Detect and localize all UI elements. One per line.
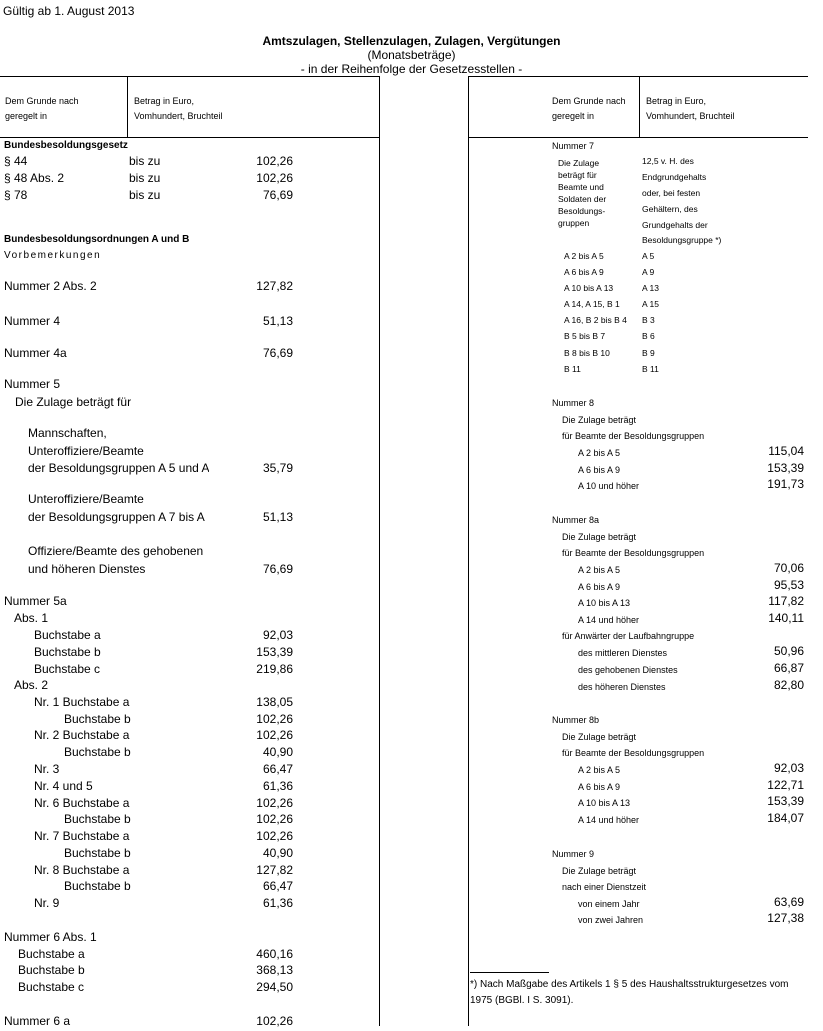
section-vorbemerkungen: Vorbemerkungen xyxy=(4,250,102,261)
right-n7-row-from: B 11 xyxy=(564,364,581,374)
page-subtitle-order: - in der Reihenfolge der Gesetzesstellen - xyxy=(300,62,523,76)
right-n8-row-label: A 2 bis A 5 xyxy=(578,448,621,458)
right-n8b-row-label: A 10 bis A 13 xyxy=(578,798,631,808)
right-n8b-intro1: Die Zulage beträgt xyxy=(562,732,637,742)
row-r1a-label: Nr. 1 Buchstabe a xyxy=(34,695,130,709)
left-table-header-rule xyxy=(0,137,379,138)
right-n8b-row-label: A 2 bis A 5 xyxy=(578,765,621,775)
row-n5-b-line2: der Besoldungsgruppen A 7 bis A xyxy=(28,510,205,524)
footnote-line1: *) Nach Maßgabe des Artikels 1 § 5 des Haushaltsstrukturgesetzes vom xyxy=(470,979,789,990)
row-n6x-value: 102,26 xyxy=(256,1014,293,1028)
right-n7-row-to: A 5 xyxy=(642,251,655,261)
right-n7-label: Nummer 7 xyxy=(552,141,595,151)
left-header-amount-line1: Betrag in Euro, xyxy=(134,96,195,106)
row-r6b-value: 102,26 xyxy=(256,812,293,826)
row-r8a-label: Nr. 8 Buchstabe a xyxy=(34,863,130,877)
right-n8-row-label: A 6 bis A 9 xyxy=(578,465,621,475)
right-n8a-label: Nummer 8a xyxy=(552,515,600,525)
right-header-basis-line1: Dem Grunde nach xyxy=(552,96,626,106)
right-n7-row-to: B 6 xyxy=(642,331,655,341)
row-r6a-value: 102,26 xyxy=(256,796,293,810)
left-table-top-rule xyxy=(0,76,379,77)
row-r6b-label: Buchstabe b xyxy=(64,812,131,826)
right-n8a-row-label: A 10 bis A 13 xyxy=(578,598,631,608)
row-r8a-value: 127,82 xyxy=(256,863,293,877)
right-n8a-intro2: für Beamte der Besoldungsgruppen xyxy=(562,548,705,558)
row-n5a-bc-label: Buchstabe c xyxy=(34,662,101,676)
row-n6x-label: Nummer 6 a xyxy=(4,1014,71,1028)
right-n8b-label: Nummer 8b xyxy=(552,715,600,725)
row-p48-qualifier: bis zu xyxy=(129,171,161,185)
right-n8b-row-value: 92,03 xyxy=(773,761,804,775)
row-n5-a-line3: der Besoldungsgruppen A 5 und A xyxy=(28,461,210,475)
right-n7-right-line6: Besoldungsgruppe *) xyxy=(642,235,722,245)
right-n7-right-line5: Grundgehalts der xyxy=(642,220,708,230)
right-n9-label: Nummer 9 xyxy=(552,849,595,859)
left-header-basis-line1: Dem Grunde nach xyxy=(5,96,79,106)
right-n8a-row2-value: 50,96 xyxy=(773,644,804,658)
row-r7a-value: 102,26 xyxy=(256,829,293,843)
row-n4-label: Nummer 4 xyxy=(4,314,61,328)
right-n7-row-from: A 14, A 15, B 1 xyxy=(564,299,620,309)
row-p78-qualifier: bis zu xyxy=(129,188,161,202)
row-r1a-value: 138,05 xyxy=(256,695,293,709)
left-header-basis-line2: geregelt in xyxy=(5,111,48,121)
right-n9-row-label: von zwei Jahren xyxy=(578,915,644,925)
row-n6-label: Nummer 6 Abs. 1 xyxy=(4,930,97,944)
row-r2a-value: 102,26 xyxy=(256,728,293,742)
right-n7-left-line2: beträgt für xyxy=(558,170,597,180)
row-n6c-value: 294,50 xyxy=(256,980,293,994)
right-n8a-row-label: A 2 bis A 5 xyxy=(578,565,621,575)
right-n7-row-to: A 13 xyxy=(642,283,660,293)
right-n8b-row-label: A 6 bis A 9 xyxy=(578,782,621,792)
right-n7-row-to: A 9 xyxy=(642,267,655,277)
right-n8b-intro2: für Beamte der Besoldungsgruppen xyxy=(562,748,705,758)
right-n7-row-from: A 10 bis A 13 xyxy=(564,283,614,293)
right-n7-row-to: B 3 xyxy=(642,315,655,325)
row-p44-label: § 44 xyxy=(4,154,28,168)
right-n8a-row2-label: des gehobenen Dienstes xyxy=(578,665,678,675)
right-n7-row-from: A 2 bis A 5 xyxy=(564,251,604,261)
row-n5-c-line1: Offiziere/Beamte des gehobenen xyxy=(28,544,204,558)
right-n8b-row-value: 122,71 xyxy=(767,778,804,792)
left-header-amount-line2: Vomhundert, Bruchteil xyxy=(134,111,223,121)
footnote-line2: 1975 (BGBl. I S. 3091). xyxy=(470,995,574,1006)
row-n5-b-line1: Unteroffiziere/Beamte xyxy=(28,492,144,506)
row-n5a-ba-value: 92,03 xyxy=(262,628,293,642)
right-n8a-row-value: 70,06 xyxy=(773,561,804,575)
right-n8b-row-value: 184,07 xyxy=(767,811,804,825)
row-r8b-value: 66,47 xyxy=(262,879,293,893)
row-n5a-abs1: Abs. 1 xyxy=(14,611,49,625)
page-subtitle: (Monatsbeträge) xyxy=(367,48,456,62)
row-r8b-label: Buchstabe b xyxy=(64,879,131,893)
footnote-rule xyxy=(470,972,549,973)
row-p78-label: § 78 xyxy=(4,188,28,202)
right-n8-label: Nummer 8 xyxy=(552,398,595,408)
row-n6b-value: 368,13 xyxy=(256,963,293,977)
right-n8a-row2-value: 82,80 xyxy=(773,678,804,692)
right-table-top-rule xyxy=(468,76,808,77)
right-n7-left-line1: Die Zulage xyxy=(558,158,600,168)
right-n9-intro2: nach einer Dienstzeit xyxy=(562,882,647,892)
right-n7-right-line2: Endgrundgehalts xyxy=(642,172,707,182)
row-n5-label: Nummer 5 xyxy=(4,377,61,391)
row-r9-label: Nr. 9 xyxy=(34,896,60,910)
row-n4a-value: 76,69 xyxy=(262,346,293,360)
row-n6a-label: Buchstabe a xyxy=(18,947,85,961)
row-n4-value: 51,13 xyxy=(262,314,293,328)
row-n5-a-line2: Unteroffiziere/Beamte xyxy=(28,444,144,458)
right-header-basis-line2: geregelt in xyxy=(552,111,595,121)
right-n7-row-from: B 5 bis B 7 xyxy=(564,331,606,341)
row-p44-qualifier: bis zu xyxy=(129,154,161,168)
row-r7b-label: Buchstabe b xyxy=(64,846,131,860)
right-n7-row-to: B 11 xyxy=(642,364,659,374)
right-n7-left-line6: gruppen xyxy=(558,218,590,228)
right-n7-row-from: A 16, B 2 bis B 4 xyxy=(564,315,627,325)
page-title: Amtszulagen, Stellenzulagen, Zulagen, Vergütungen xyxy=(262,34,561,48)
right-header-amount-line1: Betrag in Euro, xyxy=(646,96,707,106)
right-n7-row-from: A 6 bis A 9 xyxy=(564,267,604,277)
row-n5a-abs2: Abs. 2 xyxy=(14,678,49,692)
left-column-border xyxy=(379,76,380,1026)
row-n5a-bb-label: Buchstabe b xyxy=(34,645,101,659)
row-r1b-label: Buchstabe b xyxy=(64,712,131,726)
row-r3-value: 66,47 xyxy=(262,762,293,776)
right-n8a-row2-value: 66,87 xyxy=(773,661,804,675)
right-n7-row-from: B 8 bis B 10 xyxy=(564,348,610,358)
left-header-divider xyxy=(127,76,128,137)
row-n5a-bb-value: 153,39 xyxy=(256,645,293,659)
right-n7-left-line3: Beamte und xyxy=(558,182,604,192)
row-n6a-value: 460,16 xyxy=(256,947,293,961)
row-n5-c-value: 76,69 xyxy=(262,562,293,576)
row-n4a-label: Nummer 4a xyxy=(4,346,67,360)
row-r9-value: 61,36 xyxy=(262,896,293,910)
right-n8-intro1: Die Zulage beträgt xyxy=(562,415,637,425)
row-r45-label: Nr. 4 und 5 xyxy=(34,779,93,793)
row-r7b-value: 40,90 xyxy=(262,846,293,860)
right-n8-row-value: 191,73 xyxy=(767,477,804,491)
right-header-divider xyxy=(639,76,640,137)
right-n7-right-line1: 12,5 v. H. des xyxy=(642,156,694,166)
right-n8b-row-value: 153,39 xyxy=(767,794,804,808)
row-n6c-label: Buchstabe c xyxy=(18,980,85,994)
right-n8a-row2-label: des mittleren Dienstes xyxy=(578,648,668,658)
right-n8a-intro3: für Anwärter der Laufbahngruppe xyxy=(562,631,695,641)
row-r7a-label: Nr. 7 Buchstabe a xyxy=(34,829,130,843)
section-bbo: Bundesbesoldungsordnungen A und B xyxy=(4,234,190,245)
row-n5a-bc-value: 219,86 xyxy=(256,662,293,676)
right-table-header-rule xyxy=(468,137,808,138)
row-r2a-label: Nr. 2 Buchstabe a xyxy=(34,728,130,742)
row-n5a-label: Nummer 5a xyxy=(4,594,67,608)
right-n8a-row2-label: des höheren Dienstes xyxy=(578,682,666,692)
section-bbesg: Bundesbesoldungsgesetz xyxy=(4,140,128,151)
row-n5-a-value: 35,79 xyxy=(262,461,293,475)
right-n9-row-value: 127,38 xyxy=(767,911,804,925)
row-n5-intro: Die Zulage beträgt für xyxy=(15,395,132,409)
right-n7-left-line5: Besoldungs- xyxy=(558,206,606,216)
row-n2-value: 127,82 xyxy=(256,279,293,293)
row-n2-label: Nummer 2 Abs. 2 xyxy=(4,279,97,293)
row-r2b-value: 40,90 xyxy=(262,745,293,759)
right-n8-intro2: für Beamte der Besoldungsgruppen xyxy=(562,431,705,441)
right-n8b-row-label: A 14 und höher xyxy=(578,815,640,825)
right-n8a-row-label: A 6 bis A 9 xyxy=(578,582,621,592)
right-n9-intro1: Die Zulage beträgt xyxy=(562,866,637,876)
row-n5-c-line2: und höheren Dienstes xyxy=(28,562,146,576)
row-n5-b-value: 51,13 xyxy=(262,510,293,524)
right-n8a-intro1: Die Zulage beträgt xyxy=(562,532,637,542)
right-n9-row-value: 63,69 xyxy=(773,895,804,909)
right-n8-row-value: 153,39 xyxy=(767,461,804,475)
right-n8-row-value: 115,04 xyxy=(768,444,804,458)
row-p48-value: 102,26 xyxy=(256,171,293,185)
row-n6b-label: Buchstabe b xyxy=(18,963,85,977)
row-n5a-ba-label: Buchstabe a xyxy=(34,628,101,642)
right-n7-row-to: A 15 xyxy=(642,299,660,309)
right-n8a-row-value: 95,53 xyxy=(773,578,804,592)
right-n7-row-to: B 9 xyxy=(642,348,655,358)
right-n8a-row-label: A 14 und höher xyxy=(578,615,640,625)
right-n9-row-label: von einem Jahr xyxy=(578,899,640,909)
row-r6a-label: Nr. 6 Buchstabe a xyxy=(34,796,130,810)
right-n7-left-line4: Soldaten der xyxy=(558,194,607,204)
row-p78-value: 76,69 xyxy=(262,188,293,202)
right-n8a-row-value: 140,11 xyxy=(768,611,804,625)
right-column-border xyxy=(468,76,469,1026)
row-p44-value: 102,26 xyxy=(256,154,293,168)
right-n8-row-label: A 10 und höher xyxy=(578,481,640,491)
row-r2b-label: Buchstabe b xyxy=(64,745,131,759)
right-header-amount-line2: Vomhundert, Bruchteil xyxy=(646,111,735,121)
right-n7-right-line4: Gehältern, des xyxy=(642,204,698,214)
row-r1b-value: 102,26 xyxy=(256,712,293,726)
row-r45-value: 61,36 xyxy=(262,779,293,793)
row-n5-a-line1: Mannschaften, xyxy=(28,426,107,440)
right-n8a-row-value: 117,82 xyxy=(768,594,804,608)
row-p48-label: § 48 Abs. 2 xyxy=(4,171,65,185)
right-n7-right-line3: oder, bei festen xyxy=(642,188,701,198)
row-r3-label: Nr. 3 xyxy=(34,762,60,776)
valid-from-date: Gültig ab 1. August 2013 xyxy=(3,4,135,18)
